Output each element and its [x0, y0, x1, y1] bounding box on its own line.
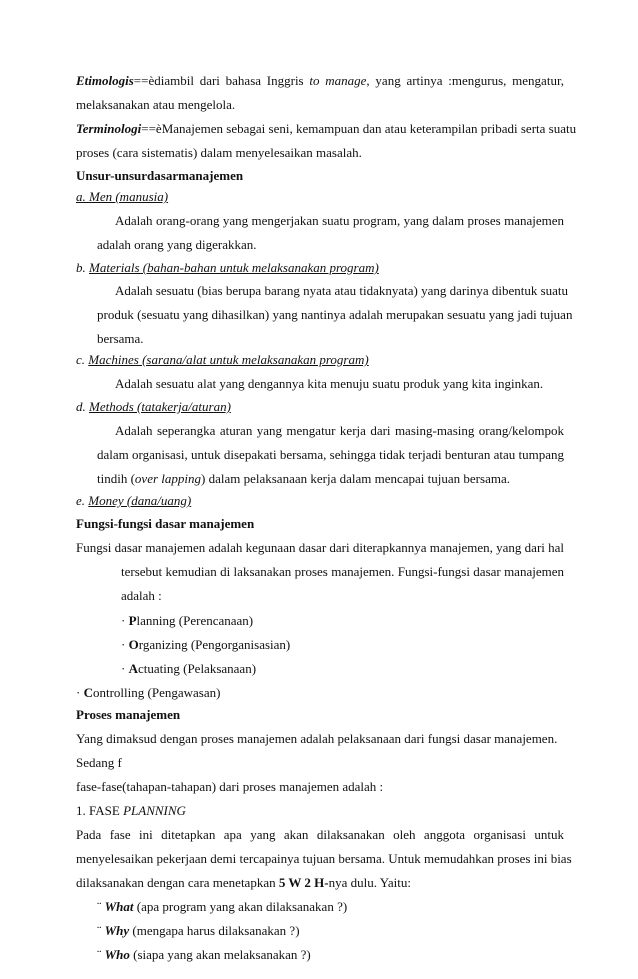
bullet: · — [121, 613, 129, 628]
terminologi-label: Terminologi — [76, 121, 142, 136]
men-paragraph-2: adalah orang yang digerakkan. — [97, 237, 257, 252]
list-initial: C — [83, 685, 93, 700]
methods-prefix: d. — [76, 399, 89, 414]
etimologis-text-a: ==èdiambil dari bahasa Inggris — [133, 73, 304, 88]
methods-paragraph-2: dalam organisasi, untuk disepakati bersama, sehingga tidak terjadi benturan atau tumpang — [97, 447, 564, 462]
machines-heading-line — [76, 352, 564, 368]
bullet: · — [121, 661, 129, 676]
machines-heading: Machines (sarana/alat untuk melaksanakan program) — [88, 352, 369, 367]
proses-paragraph-1: Yang dimaksud dengan proses manajemen adalah pelaksanaan dari fungsi dasar manajemen. — [76, 731, 558, 746]
list-item-actuating — [121, 661, 564, 677]
list-text: ctuating (Pelaksanaan) — [137, 661, 257, 676]
proses-paragraph-3: fase-fase(tahapan-tahapan) dari proses manajemen adalah : — [76, 779, 384, 794]
methods-heading-line — [76, 399, 564, 415]
men-heading: a. Men (manusia) — [76, 189, 169, 204]
list-text: lanning (Perencanaan) — [136, 613, 254, 628]
fungsi-paragraph-2: tersebut kemudian di laksanakan proses manajemen. Fungsi-fungsi dasar manajemen — [121, 564, 564, 579]
etimologis-line — [76, 73, 564, 89]
bullet: · — [76, 685, 84, 700]
methods-paragraph-1: Adalah seperangka aturan yang mengatur kerja dari masing-masing orang/kelompok — [115, 423, 564, 438]
list-text: ontrolling (Pengawasan) — [92, 685, 221, 700]
fase-p3-text-a: dilaksanakan dengan cara menetapkan — [76, 875, 279, 890]
terminologi-text: ==èManajemen sebagai seni, kemampuan dan atau keterampilan pribadi serta suatu — [141, 121, 577, 136]
methods-paragraph-3 — [97, 471, 564, 487]
etimologis-continuation: melaksanakan atau mengelola. — [76, 97, 236, 112]
machines-paragraph-1: Adalah sesuatu alat yang dengannya kita menuju suatu produk yang kita inginkan. — [115, 376, 544, 391]
money-prefix: e. — [76, 493, 89, 508]
w-word: What — [104, 899, 134, 914]
fase-planning-word: PLANNING — [123, 803, 186, 818]
w-word: Why — [104, 923, 130, 938]
list-item-planning — [121, 613, 564, 629]
list-item-controlling — [76, 685, 564, 701]
fase-5w2h: 5 W 2 H- — [278, 875, 329, 890]
methods-heading: Methods (tatakerja/aturan) — [89, 399, 231, 414]
fase-p3-text-b: nya dulu. Yaitu: — [328, 875, 411, 890]
bullet: · — [121, 637, 129, 652]
etimologis-to-manage: to manage — [309, 73, 367, 88]
materials-paragraph-1: Adalah sesuatu (bias berupa barang nyata atau tidaknyata) yang darinya dibentuk suatu — [115, 283, 569, 298]
w-text: (apa program yang akan dilaksanakan ?) — [133, 899, 348, 914]
w-item-why — [97, 923, 564, 939]
list-initial: A — [128, 661, 138, 676]
materials-paragraph-2: produk (sesuatu yang dihasilkan) yang nantinya adalah merupakan sesuatu yang jadi tujuan — [97, 307, 573, 322]
money-heading: Money (dana/uang) — [88, 493, 192, 508]
fase-number: 1. FASE — [76, 803, 124, 818]
bullet: ¨ — [97, 899, 105, 914]
fase-paragraph-2: menyelesaikan pekerjaan demi tercapainya tujuan bersama. Untuk memudahkan proses ini bias — [76, 851, 572, 866]
unsur-heading: Unsur-unsurdasarmanajemen — [76, 168, 244, 183]
materials-paragraph-3: bersama. — [97, 331, 144, 346]
list-initial: O — [128, 637, 139, 652]
bullet: ¨ — [97, 947, 105, 962]
terminologi-continuation: proses (cara sistematis) dalam menyelesaikan masalah. — [76, 145, 362, 160]
men-paragraph-1: Adalah orang-orang yang mengerjakan suatu program, yang dalam proses manajemen — [115, 213, 564, 228]
fungsi-heading: Fungsi-fungsi dasar manajemen — [76, 516, 255, 531]
machines-prefix: c. — [76, 352, 89, 367]
w-word: Who — [104, 947, 130, 962]
fungsi-paragraph-1: Fungsi dasar manajemen adalah kegunaan dasar dari diterapkannya manajemen, yang dari hal — [76, 540, 565, 555]
fase-paragraph-1: Pada fase ini ditetapkan apa yang akan dilaksanakan oleh anggota organisasi untuk — [76, 827, 564, 842]
materials-heading: Materials (bahan-bahan untuk melaksanakan program) — [89, 260, 379, 275]
methods-p3-text-b: ) dalam pelaksanaan kerja dalam mencapai tujuan bersama. — [201, 471, 510, 486]
fungsi-paragraph-3: adalah : — [121, 588, 162, 603]
bullet: ¨ — [97, 923, 105, 938]
list-initial: P — [128, 613, 137, 628]
methods-p3-text-a: tindih ( — [97, 471, 135, 486]
w-text: (siapa yang akan melaksanakan ?) — [129, 947, 311, 962]
proses-heading: Proses manajemen — [76, 707, 181, 722]
w-text: (mengapa harus dilaksanakan ?) — [129, 923, 300, 938]
proses-paragraph-2: Sedang f — [76, 755, 122, 770]
list-item-organizing — [121, 637, 564, 653]
w-item-what — [97, 899, 564, 915]
w-item-who — [97, 947, 564, 963]
list-text: rganizing (Pengorganisasian) — [138, 637, 291, 652]
materials-prefix: b. — [76, 260, 89, 275]
fase-planning-heading — [76, 803, 564, 819]
money-heading-line — [76, 493, 564, 509]
etimologis-text-b: , yang artinya :mengurus, mengatur, — [366, 73, 565, 88]
etimologis-label: Etimologis — [76, 73, 134, 88]
terminologi-line — [76, 121, 577, 137]
methods-over-lapping: over lapping — [134, 471, 201, 486]
fase-paragraph-3 — [76, 875, 564, 891]
materials-heading-line — [76, 260, 564, 276]
